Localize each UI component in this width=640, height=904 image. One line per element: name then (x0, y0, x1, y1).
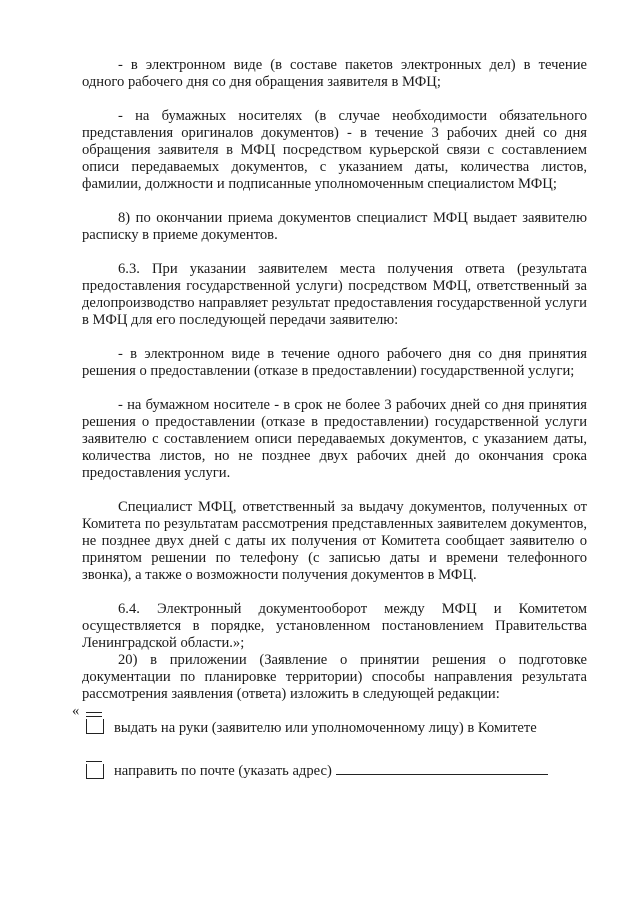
option-hand-delivery-label: выдать на руки (заявителю или уполномоченному лицу) в Комитете (114, 720, 537, 736)
option-by-mail-text: направить по почте (указать адрес) (114, 763, 332, 779)
quote-open-mark: « (72, 703, 80, 719)
option-hand-delivery (82, 720, 587, 744)
document-page (72, 57, 587, 785)
paragraph-electronic-transfer: - в электронном виде (в составе пакетов электронных дел) в течение одного рабочего дня со дня обращения заявителя в МФЦ; (82, 57, 587, 90)
option-by-mail-label (114, 761, 548, 780)
paragraph-paper-result: - на бумажном носителе - в срок не более 3 рабочих дней со дня принятия решения о предоставлении (отказе в предоставлении) государственной услуги заявителю с составлением описи передаваемых документов, с указанием даты, количества листов, но не позднее двух рабочих дней до окончания срока предоставления услуги. (82, 397, 587, 481)
paragraph-item-20: 20) в приложении (Заявление о принятии решения о подготовке документации по планировке территории) способы направления результата рассмотрения заявления (ответа) изложить в следующей редакции: (82, 652, 587, 702)
address-blank-line (336, 761, 548, 775)
option-by-mail (82, 761, 587, 785)
paragraph-paper-transfer: - на бумажных носителях (в случае необходимости обязательного представления оригиналов документов) - в течение 3 рабочих дней со дня обращения заявителя в МФЦ посредством курьерской связи с составлением описи передаваемых документов, с указанием даты, количества листов, фамилии, должности и подписанные уполномоченным специалистом МФЦ; (82, 108, 587, 192)
paragraph-electronic-result: - в электронном виде в течение одного рабочего дня со дня принятия решения о предоставлении (отказе в предоставлении) государственной услуги; (82, 346, 587, 379)
paragraph-mfc-specialist: Специалист МФЦ, ответственный за выдачу документов, полученных от Комитета по результатам рассмотрения представленных заявителем документов, не позднее двух дней с даты их получения от Комитета сообщает заявителю о принятом решении по телефону (с записью даты и времени телефонного звонка), а также о возможности получения документов в МФЦ. (82, 499, 587, 583)
paragraph-section-6-4: 6.4. Электронный документооборот между МФЦ и Комитетом осуществляется в порядке, установленном постановлением Правительства Ленинградской области.»; (82, 601, 587, 651)
checkbox-hand-delivery[interactable] (86, 716, 102, 733)
quote-open-line (72, 703, 587, 720)
checkbox-top-mark (86, 712, 102, 713)
checkbox-by-mail[interactable] (86, 761, 102, 778)
paragraph-receipt: 8) по окончании приема документов специалист МФЦ выдает заявителю расписку в приеме документов. (82, 210, 587, 243)
paragraph-section-6-3: 6.3. При указании заявителем места получения ответа (результата предоставления государственной услуги) посредством МФЦ, ответственный за делопроизводство направляет результат предоставления государственной услуги в МФЦ для его последующей передачи заявителю: (82, 261, 587, 328)
